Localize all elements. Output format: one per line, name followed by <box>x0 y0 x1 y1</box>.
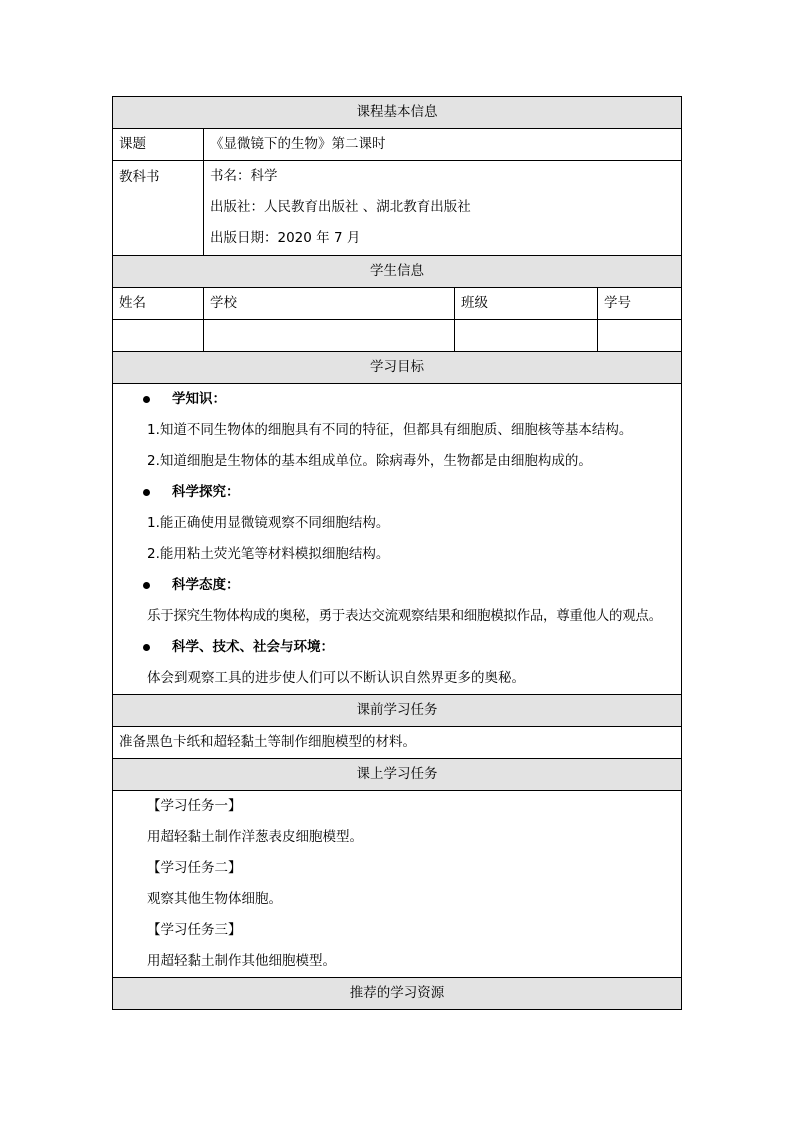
task-text: 用超轻黏土制作其他细胞模型。 <box>147 952 336 969</box>
task-title: 【学习任务二】 <box>147 859 242 876</box>
goal-item: 体会到观察工具的进步使人们可以不断认识自然界更多的奥秘。 <box>147 669 525 686</box>
textbook-info <box>204 161 682 256</box>
goal-heading: 科学态度： <box>113 570 681 601</box>
bullet-icon <box>143 582 150 589</box>
lesson-table <box>112 96 682 1010</box>
goal-item: 2.知道细胞是生物体的基本组成单位。除病毒外，生物都是由细胞构成的。 <box>147 452 592 469</box>
task-title: 【学习任务一】 <box>147 797 242 814</box>
student-id-label: 学号 <box>598 288 682 320</box>
goal-item: 1.能正确使用显微镜观察不同细胞结构。 <box>147 514 390 531</box>
student-school-cell[interactable] <box>204 320 455 352</box>
task-text: 观察其他生物体细胞。 <box>147 890 282 907</box>
publish-date: 出版日期：2020 年 7 月 <box>210 230 361 247</box>
bullet-icon <box>143 396 150 403</box>
topic-value: 《显微镜下的生物》第二课时 <box>204 129 682 161</box>
textbook-label: 教科书 <box>113 161 204 256</box>
goal-heading: 科学、技术、社会与环境： <box>113 632 681 663</box>
topic-label: 课题 <box>113 129 204 161</box>
goal-item: 乐于探究生物体构成的奥秘，勇于表达交流观察结果和细胞模拟作品，尊重他人的观点。 <box>147 607 662 624</box>
section-header-resources: 推荐的学习资源 <box>113 978 682 1010</box>
section-header-pre-task: 课前学习任务 <box>113 695 682 727</box>
goal-heading: 科学探究： <box>113 477 681 508</box>
section-header-basic: 课程基本信息 <box>113 97 682 129</box>
student-name-label: 姓名 <box>113 288 204 320</box>
task-title: 【学习任务三】 <box>147 921 242 938</box>
pre-task-text: 准备黑色卡纸和超轻黏土等制作细胞模型的材料。 <box>113 727 682 759</box>
student-class-label: 班级 <box>455 288 598 320</box>
lesson-info-sheet <box>112 96 681 1010</box>
book-name: 书名：科学 <box>210 168 278 185</box>
goals-content <box>113 384 682 695</box>
task-text: 用超轻黏土制作洋葱表皮细胞模型。 <box>147 828 363 845</box>
bullet-icon <box>143 644 150 651</box>
publisher: 出版社：人民教育出版社 、湖北教育出版社 <box>210 199 471 216</box>
bullet-icon <box>143 489 150 496</box>
class-tasks-content <box>113 791 682 978</box>
goal-item: 1.知道不同生物体的细胞具有不同的特征，但都具有细胞质、细胞核等基本结构。 <box>147 421 633 438</box>
student-id-cell[interactable] <box>598 320 682 352</box>
student-school-label: 学校 <box>204 288 455 320</box>
student-class-cell[interactable] <box>455 320 598 352</box>
goal-item: 2.能用粘土荧光笔等材料模拟细胞结构。 <box>147 545 390 562</box>
section-header-class-task: 课上学习任务 <box>113 759 682 791</box>
student-name-cell[interactable] <box>113 320 204 352</box>
section-header-goals: 学习目标 <box>113 352 682 384</box>
goal-heading: 学知识： <box>113 384 681 415</box>
section-header-student: 学生信息 <box>113 256 682 288</box>
